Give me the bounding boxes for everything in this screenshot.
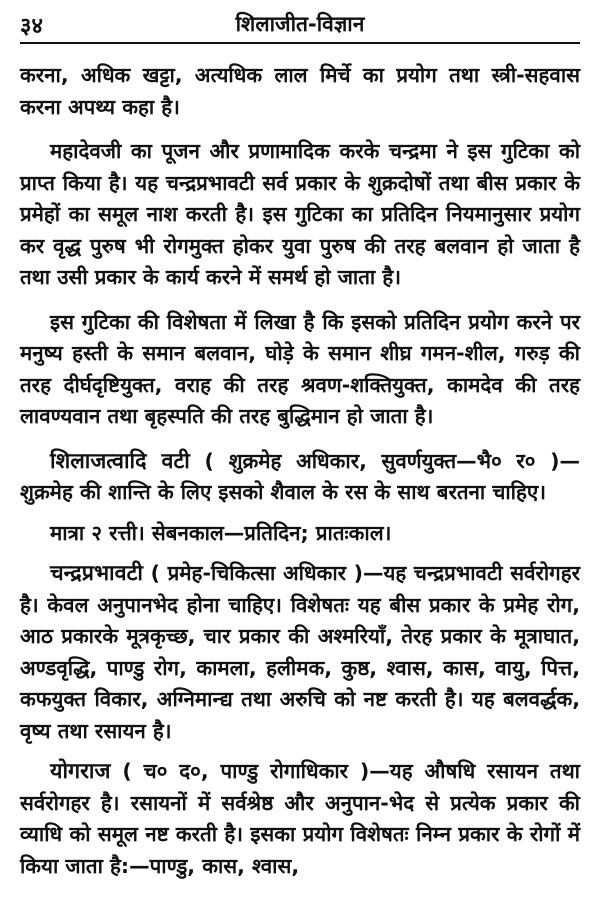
paragraph-gutika-benefits: इस गुटिका की विशेषता में लिखा है कि इसको प्रतिदिन प्रयोग करने पर मनुष्य हस्ती के समान बलवान, घोड़े के समान शीघ्र गमन-शील, गरुड़ की तरह दीर्घदृष्टियुक्त, वराह की तरह श्रवण-शक्तियुक्त, कामदेव की तरह लावण्यवान तथा बृहस्पति की तरह बुद्धिमान हो जाता है। — [20, 309, 580, 428]
paragraph-yograj — [20, 756, 580, 882]
paragraph-dosage: मात्रा २ रत्ती। सेबनकाल—प्रतिदिन; प्रातःकाल। — [50, 520, 392, 545]
entry-title-chandraprabhavati: चन्द्रप्रभावटी — [50, 561, 143, 586]
page-body — [20, 60, 580, 882]
entry-text-yograj: ( च० द०, पाण्डु रोगाधिकार )—यह औषधि रसायन तथा सर्वरोगहर है। रसायनों में सर्वश्रेष्ठ और अनुपान-भेद से प्रत्येक प्रकार की व्याधि को समूल नष्ट करती है। इसका प्रयोग विशेषतः निम्न प्रकार के रोगों में किया जाता है:—पाण्डु, कास, श्वास, — [20, 759, 580, 878]
paragraph-apathya: करना, अधिक खट्टा, अत्यधिक लाल मिर्चे का प्रयोग तथा स्त्री-सहवास करना अपथ्य कहा है। — [20, 63, 580, 119]
header-rule — [20, 42, 580, 44]
entry-text-chandraprabhavati: ( प्रमेह-चिकित्सा अधिकार )—यह चन्द्रप्रभावटी सर्वरोगहर है। केवल अनुपानभेद होना चाहिए। विशेषतः यह बीस प्रकार के प्रमेह रोग, आठ प्रकारके मूत्रकृच्छ, चार प्रकार की अश्मरियाँ, तेरह प्रकार के मूत्राघात, अण्डवृद्धि, पाण्डु रोग, कामला, हलीमक, कुष्ठ, श्वास, कास, वायु, पित्त, कफयुक्त विकार, अग्निमान्द्य तथा अरुचि को नष्ट करती है। यह बलवर्द्धक, वृष्य तथा रसायन है। — [20, 561, 580, 743]
running-title: शिलाजीत-विज्ञान — [235, 12, 365, 36]
entry-title-shilajatvadi-vati: शिलाजत्वादि वटी — [50, 448, 190, 474]
page-header — [20, 6, 580, 44]
entry-text-shilajatvadi-vati: ( शुक्रमेह अधिकार, सुवर्णयुक्त—भै० र० )—शुक्रमेह की शान्ति के लिए इसको शैवाल के रस के साथ बरतना चाहिए। — [20, 448, 580, 504]
paragraph-chandraprabhavati — [20, 558, 580, 747]
paragraph-chandraprabha-origin: महादेवजी का पूजन और प्रणामादिक करके चन्द्रमा ने इस गुटिका को प्राप्त किया है। यह चन्द्रप्रभावटी सर्व प्रकार के शुक्रदोषों तथा बीस प्रकार के प्रमेहों का समूल नाश करती है। इस गुटिका का प्रतिदिन नियमानुसार प्रयोग कर वृद्ध पुरुष भी रोगमुक्त होकर युवा पुरुष की तरह बलवान हो जाता है तथा उसी प्रकार के कार्य करने में समर्थ हो जाता है। — [20, 139, 580, 289]
entry-title-yograj: योगराज — [50, 759, 111, 784]
page-number: ३४ — [20, 14, 43, 39]
paragraph-shilajatvadi-vati — [20, 446, 580, 509]
